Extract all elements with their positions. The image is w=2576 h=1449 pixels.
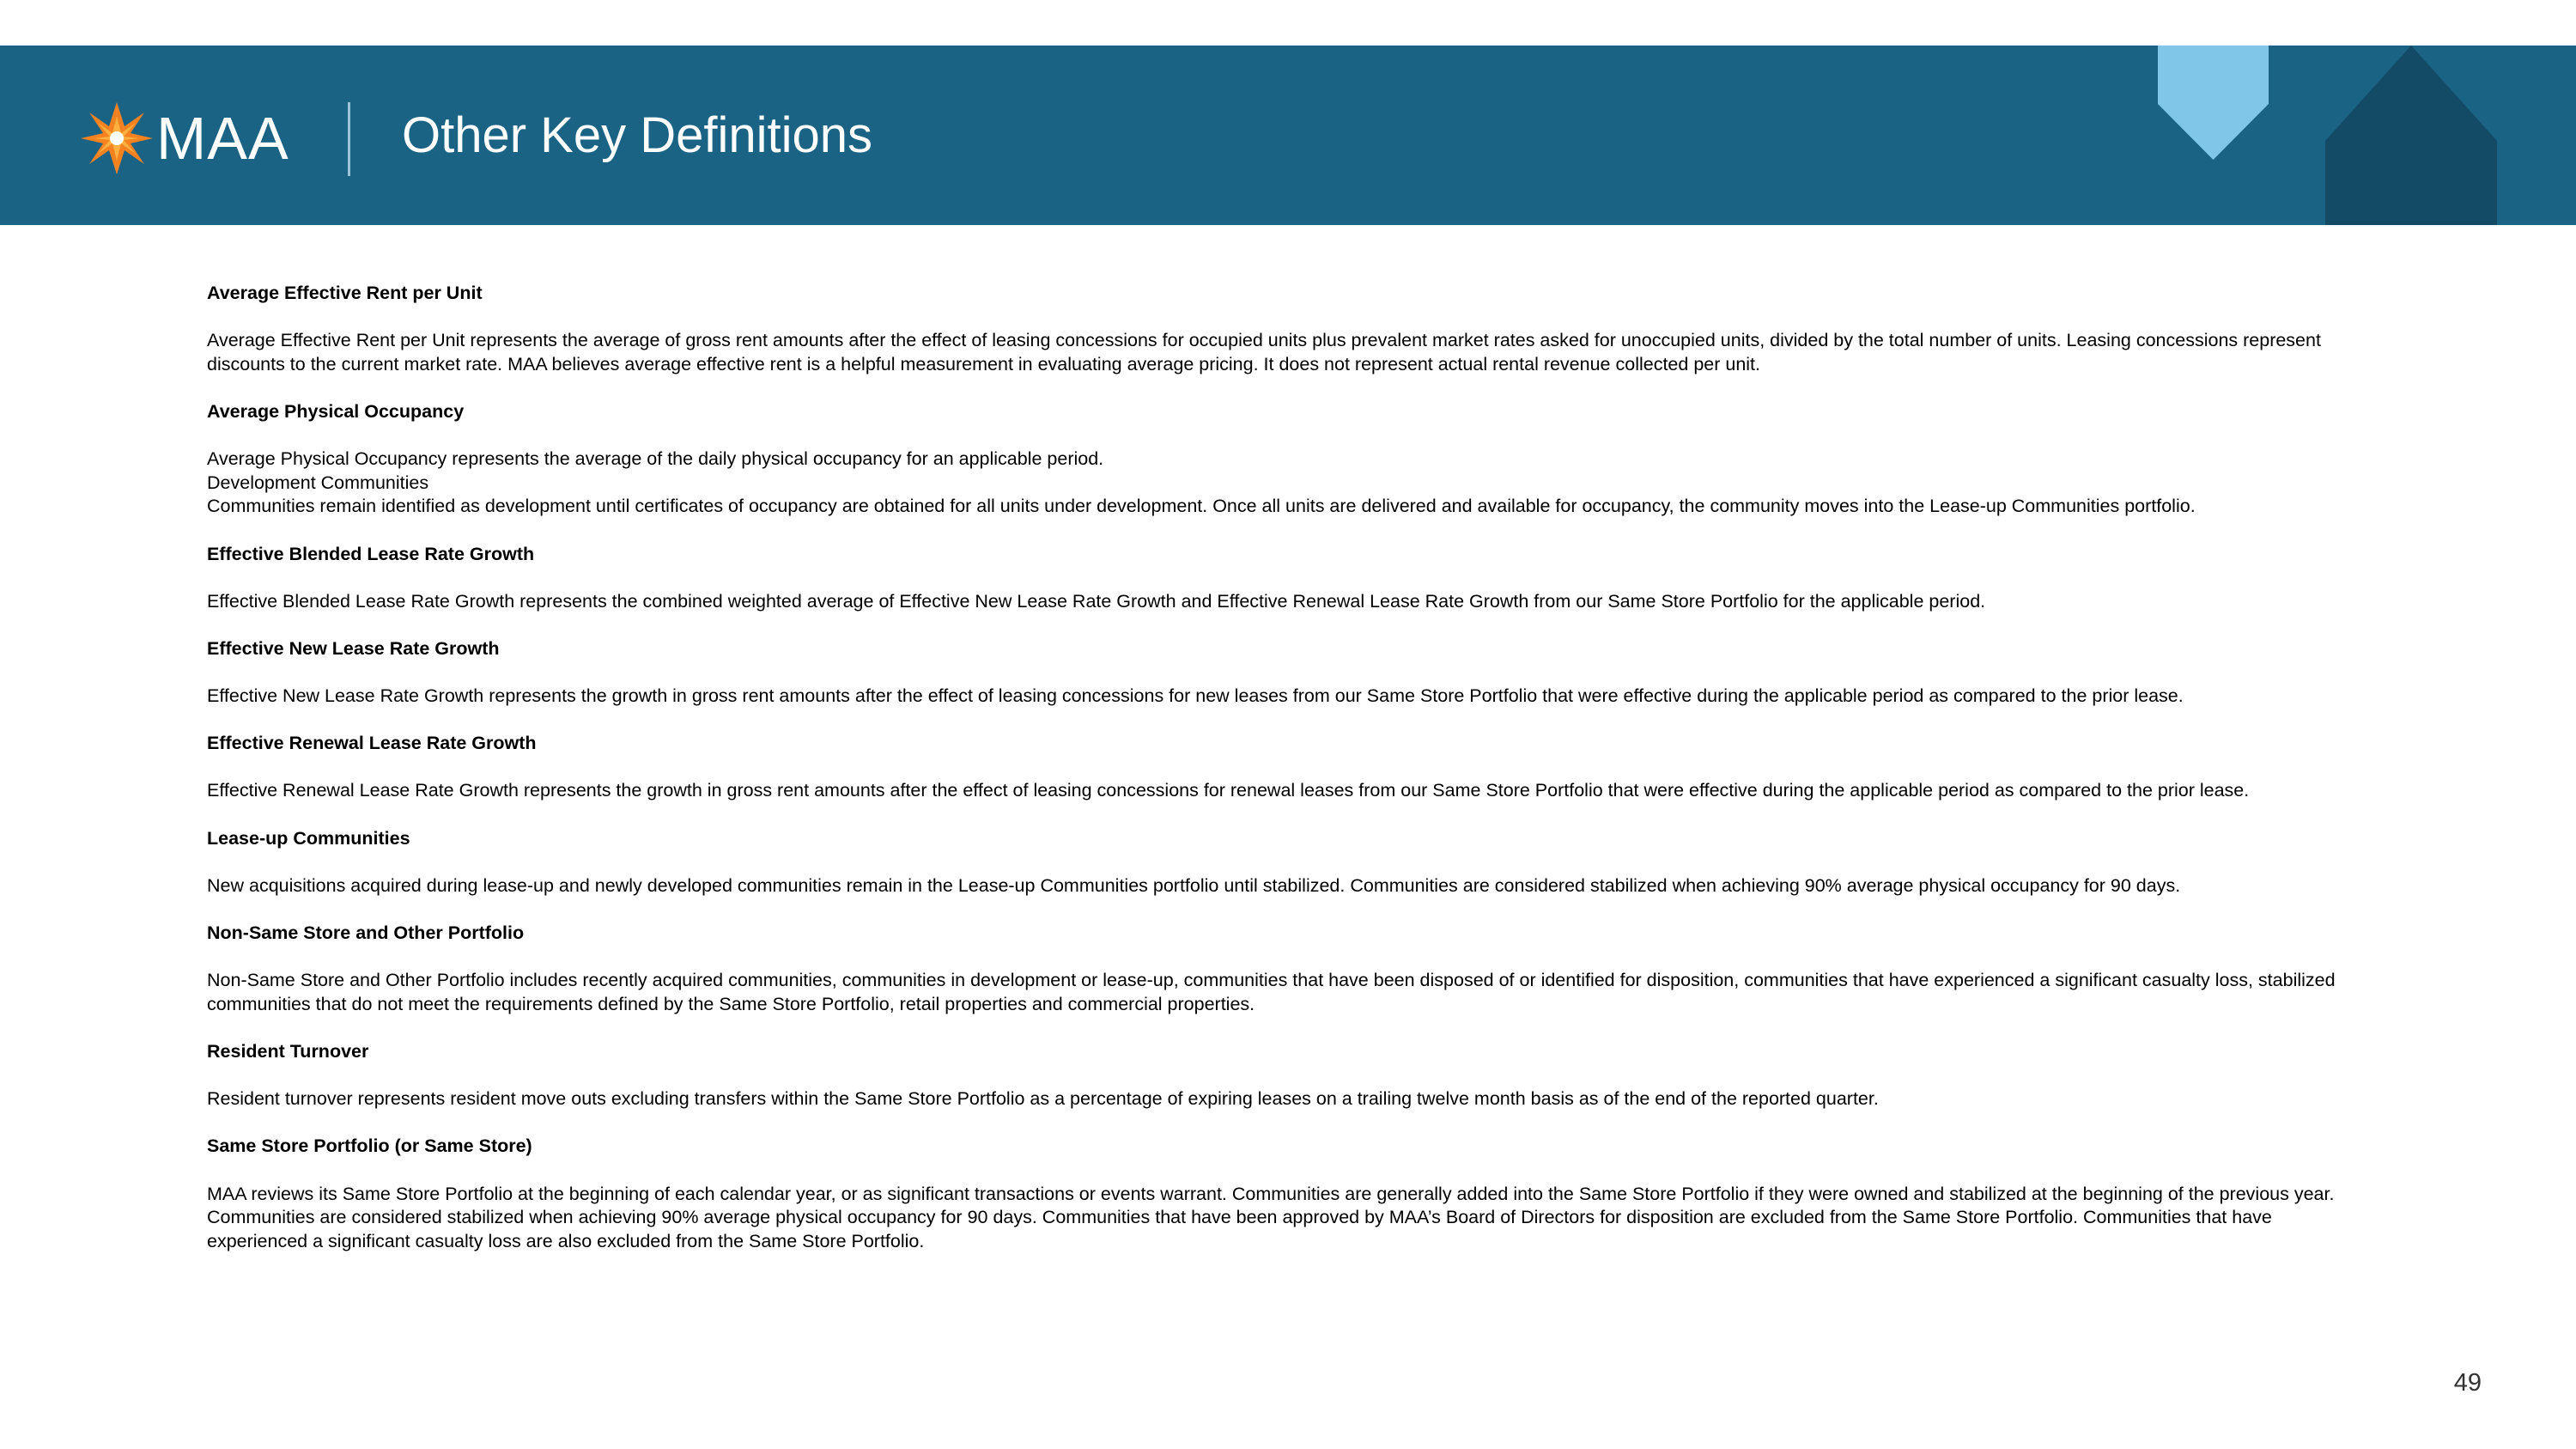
definition-average-physical-occupancy xyxy=(207,400,2345,519)
definition-non-same-store xyxy=(207,922,2345,1016)
definition-text: MAA reviews its Same Store Portfolio at the beginning of each calendar year, or as significant transactions or events warrant. Communities are generally added into the Same Store Portfolio if they were owned and stabilized at the beginning of the previous year. Communities are considered stabilized when achieving 90% average physical occupancy for 90 days. Communities that have been approved by MAA’s Board of Directors for disposition are excluded from the Same Store Portfolio. Communities that have experienced a significant casualty loss are also excluded from the Same Store Portfolio. xyxy=(207,1183,2335,1251)
definition-term: Resident Turnover xyxy=(207,1041,369,1062)
definition-text: Effective Renewal Lease Rate Growth represents the growth in gross rent amounts after the effect of leasing concessions for renewal leases from our Same Store Portfolio that were effective during the applicable period as compared to the prior lease. xyxy=(207,780,2250,801)
header-divider xyxy=(348,102,350,176)
definition-term: Average Physical Occupancy xyxy=(207,400,465,422)
definition-resident-turnover xyxy=(207,1040,2345,1111)
brand-wordmark: MAA xyxy=(156,105,289,172)
definition-term: Non-Same Store and Other Portfolio xyxy=(207,922,525,944)
page-number: 49 xyxy=(2453,1369,2482,1397)
definition-text: New acquisitions acquired during lease-up and newly developed communities remain in the Lease-up Communities portfolio until stabilized. Communities are considered stabilized when achieving 90% average physical occupancy for 90 days. xyxy=(207,874,2181,896)
definition-same-store xyxy=(207,1135,2345,1253)
header-band xyxy=(0,46,2576,225)
definition-text: Resident turnover represents resident move outs excluding transfers within the Same Store Portfolio as a percentage of expiring leases on a trailing twelve month basis as of the end of the reported quarter. xyxy=(207,1088,1879,1110)
definition-term: Same Store Portfolio (or Same Store) xyxy=(207,1135,532,1157)
definition-text: Average Effective Rent per Unit represents the average of gross rent amounts after the effect of leasing concessions for occupied units plus prevalent market rates asked for unoccupied units, divided by the total number of units. Leasing concessions represent discounts to the current market rate. MAA believes average effective rent is a helpful measurement in evaluating average pricing. It does not represent actual rental revenue collected per unit. xyxy=(207,330,2321,374)
definition-term: Average Effective Rent per Unit xyxy=(207,283,483,303)
chevron-down-decoration xyxy=(2158,46,2269,160)
maa-logo xyxy=(79,97,311,180)
definition-subterm: Development Communities xyxy=(207,472,429,493)
definition-effective-blended xyxy=(207,543,2345,614)
definition-text: Non-Same Store and Other Portfolio includes recently acquired communities, communities in development or lease-up, communities that have been disposed of or identified for disposition, communities that have experienced a significant casualty loss, stabilized communities that do not meet the requirements defined by the Same Store Portfolio, retail properties and commercial properties. xyxy=(207,970,2336,1014)
house-decoration xyxy=(2325,46,2497,225)
definition-lease-up xyxy=(207,827,2345,898)
definition-text: Average Physical Occupancy represents the average of the daily physical occupancy for an applicable period. xyxy=(207,448,1104,470)
page-title: Other Key Definitions xyxy=(402,107,873,163)
definitions-list xyxy=(207,282,2345,1277)
definition-term: Effective Renewal Lease Rate Growth xyxy=(207,733,537,754)
definition-term: Effective New Lease Rate Growth xyxy=(207,637,500,659)
definition-effective-new-lease xyxy=(207,637,2345,709)
definition-effective-renewal xyxy=(207,732,2345,803)
definition-text: Effective New Lease Rate Growth represents the growth in gross rent amounts after the effect of leasing concessions for new leases from our Same Store Portfolio that were effective during the applicable period as compared to the prior lease. xyxy=(207,685,2184,707)
definition-text: Effective Blended Lease Rate Growth represents the combined weighted average of Effective New Lease Rate Growth and Effective Renewal Lease Rate Growth from our Same Store Portfolio for the applicable period. xyxy=(207,590,1986,612)
definition-subtext: Communities remain identified as development until certificates of occupancy are obtained for all units under development. Once all units are delivered and available for occupancy, the community moves into the Lease-up Communities portfolio. xyxy=(207,496,2196,517)
definition-average-effective-rent xyxy=(207,282,2345,376)
definition-term: Lease-up Communities xyxy=(207,827,410,849)
maa-star-logo-icon xyxy=(79,97,311,180)
definition-term: Effective Blended Lease Rate Growth xyxy=(207,543,535,564)
